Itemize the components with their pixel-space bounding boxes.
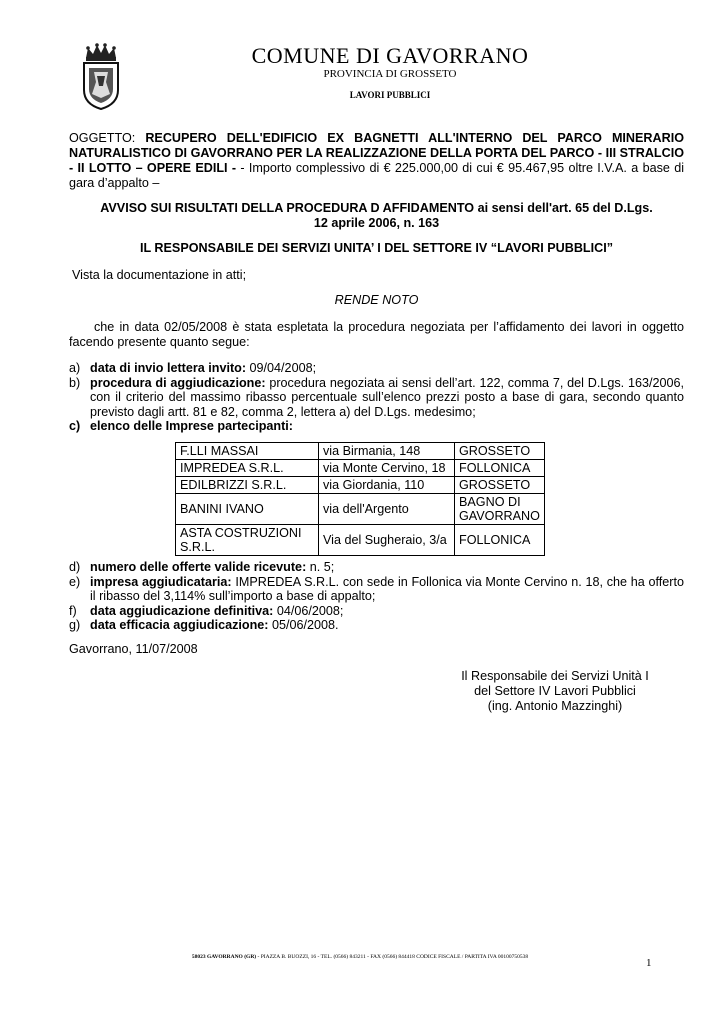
company-name-cell: IMPREDEA S.R.L. (176, 460, 319, 477)
subject-paragraph (69, 131, 684, 191)
items-list-top (69, 361, 684, 434)
table-row (176, 443, 545, 460)
municipal-crest-icon (80, 42, 122, 110)
company-address-cell: via Giordania, 110 (319, 477, 455, 494)
municipality-title: COMUNE DI GAVORRANO (251, 43, 529, 68)
list-item-marker: e) (69, 574, 81, 589)
footer-address (110, 954, 610, 960)
list-item-marker: f) (69, 603, 77, 618)
list-item-text: 04/06/2008; (273, 603, 344, 618)
subject-bold-text: RECUPERO DELL'EDIFICIO EX BAGNETTI ALL'INTERNO DEL PARCO MINERARIO NATURALISTICO DI GAVORRANO PER LA REALIZZAZIONE DELLA PORTA DEL PARCO - III STRALCIO - II LOTTO – OPERE EDILI - (69, 131, 685, 175)
list-item (69, 361, 684, 376)
list-item (69, 560, 684, 575)
company-address-cell: via Birmania, 148 (319, 443, 455, 460)
list-item-marker: b) (69, 375, 81, 390)
companies-table (175, 442, 545, 556)
intro-paragraph: che in data 02/05/2008 è stata espletata la procedura negoziata per l’affidamento dei lavori in oggetto facendo presente quanto segue: (69, 320, 684, 349)
company-city-cell: FOLLONICA (455, 460, 545, 477)
subject-amount-text: - Importo complessivo di € 225.000,00 di cui € 95.467,95 oltre I.V.A. a base di gara d’appalto – (69, 161, 685, 190)
list-item-label: data efficacia aggiudicazione: (90, 618, 269, 632)
list-item-text: n. 5; (306, 560, 335, 574)
list-item-label: procedura di aggiudicazione: (90, 375, 266, 390)
company-name-cell: EDILBRIZZI S.R.L. (176, 477, 319, 494)
table-row (176, 460, 545, 477)
list-item-text: 05/06/2008. (268, 618, 339, 632)
signature-block (430, 669, 680, 714)
company-city-cell: GROSSETO (455, 443, 545, 460)
list-item-label: numero delle offerte valide ricevute: (90, 560, 307, 574)
company-address-cell: via dell'Argento (319, 494, 455, 525)
list-item-text: IMPREDEA S.R.L. con sede in Follonica via Monte Cervino n. 18, che ha offerto il ribasso del 3,114% sull’importo a base di appalto; (90, 574, 684, 603)
list-item (69, 604, 684, 619)
company-city-cell: BAGNO DI GAVORRANO (455, 494, 545, 525)
company-city-cell: FOLLONICA (455, 525, 545, 556)
rende-noto-heading: RENDE NOTO (334, 293, 419, 307)
list-item-label: impresa aggiudicataria: (90, 574, 232, 589)
signature-line-1: Il Responsabile dei Servizi Unità I (461, 669, 649, 683)
footer-town: 58023 GAVORRANO (GR) (191, 954, 257, 960)
signature-line-2: del Settore IV Lavori Pubblici (474, 684, 636, 698)
list-item-label: data di invio lettera invito: (90, 361, 247, 375)
list-item (69, 575, 684, 604)
company-name-cell: ASTA COSTRUZIONI S.R.L. (176, 525, 319, 556)
table-row (176, 494, 545, 525)
department-name: LAVORI PUBBLICI (349, 90, 431, 100)
list-item-marker: a) (69, 361, 81, 375)
responsible-title: IL RESPONSABILE DEI SERVIZI UNITA’ I DEL SETTORE IV “LAVORI PUBBLICI” (139, 241, 614, 255)
list-item-text: procedura negoziata ai sensi dell’art. 122, comma 7, del D.Lgs. 163/2006, con il criterio del massimo ribasso percentuale sull’elenco prezzi posto a base di gara, secondo quanto previsto dagli artt. 81 e 82, comma 2, lettera a) del D.Lgs. medesimo; (90, 375, 684, 419)
list-item (69, 618, 684, 633)
list-item-marker: d) (69, 560, 81, 574)
signature-name: (ing. Antonio Mazzinghi) (487, 699, 623, 713)
vista-text: Vista la documentazione in atti; (72, 268, 247, 282)
company-address-cell: Via del Sugheraio, 3/a (319, 525, 455, 556)
list-item-marker: g) (69, 618, 81, 632)
list-item-text: 09/04/2008; (246, 361, 317, 375)
table-row (176, 477, 545, 494)
page-number: 1 (646, 957, 652, 969)
company-address-cell: via Monte Cervino, 18 (319, 460, 455, 477)
items-list-bottom (69, 560, 684, 633)
notice-title: AVVISO SUI RISULTATI DELLA PROCEDURA D AFFIDAMENTO ai sensi dell'art. 65 del D.Lgs. 12 aprile 2006, n. 163 (100, 201, 653, 230)
list-item (69, 376, 684, 420)
table-row (176, 525, 545, 556)
footer-contacts: - PIAZZA B. BUOZZI, 16 - TEL. (0566) 843211 - FAX (0566) 844418 CODICE FISCALE / PARTITA IVA 00100750538 (256, 954, 529, 960)
place-date: Gavorrano, 11/07/2008 (69, 642, 198, 656)
list-item (69, 419, 684, 434)
company-name-cell: F.LLI MASSAI (176, 443, 319, 460)
subject-label: OGGETTO: (69, 131, 136, 145)
list-item-label: elenco delle Imprese partecipanti: (90, 419, 293, 433)
company-city-cell: GROSSETO (455, 477, 545, 494)
list-item-label: data aggiudicazione definitiva: (90, 603, 274, 618)
province-name: PROVINCIA DI GROSSETO (323, 68, 457, 80)
list-item-marker: c) (69, 419, 81, 433)
company-name-cell: BANINI IVANO (176, 494, 319, 525)
